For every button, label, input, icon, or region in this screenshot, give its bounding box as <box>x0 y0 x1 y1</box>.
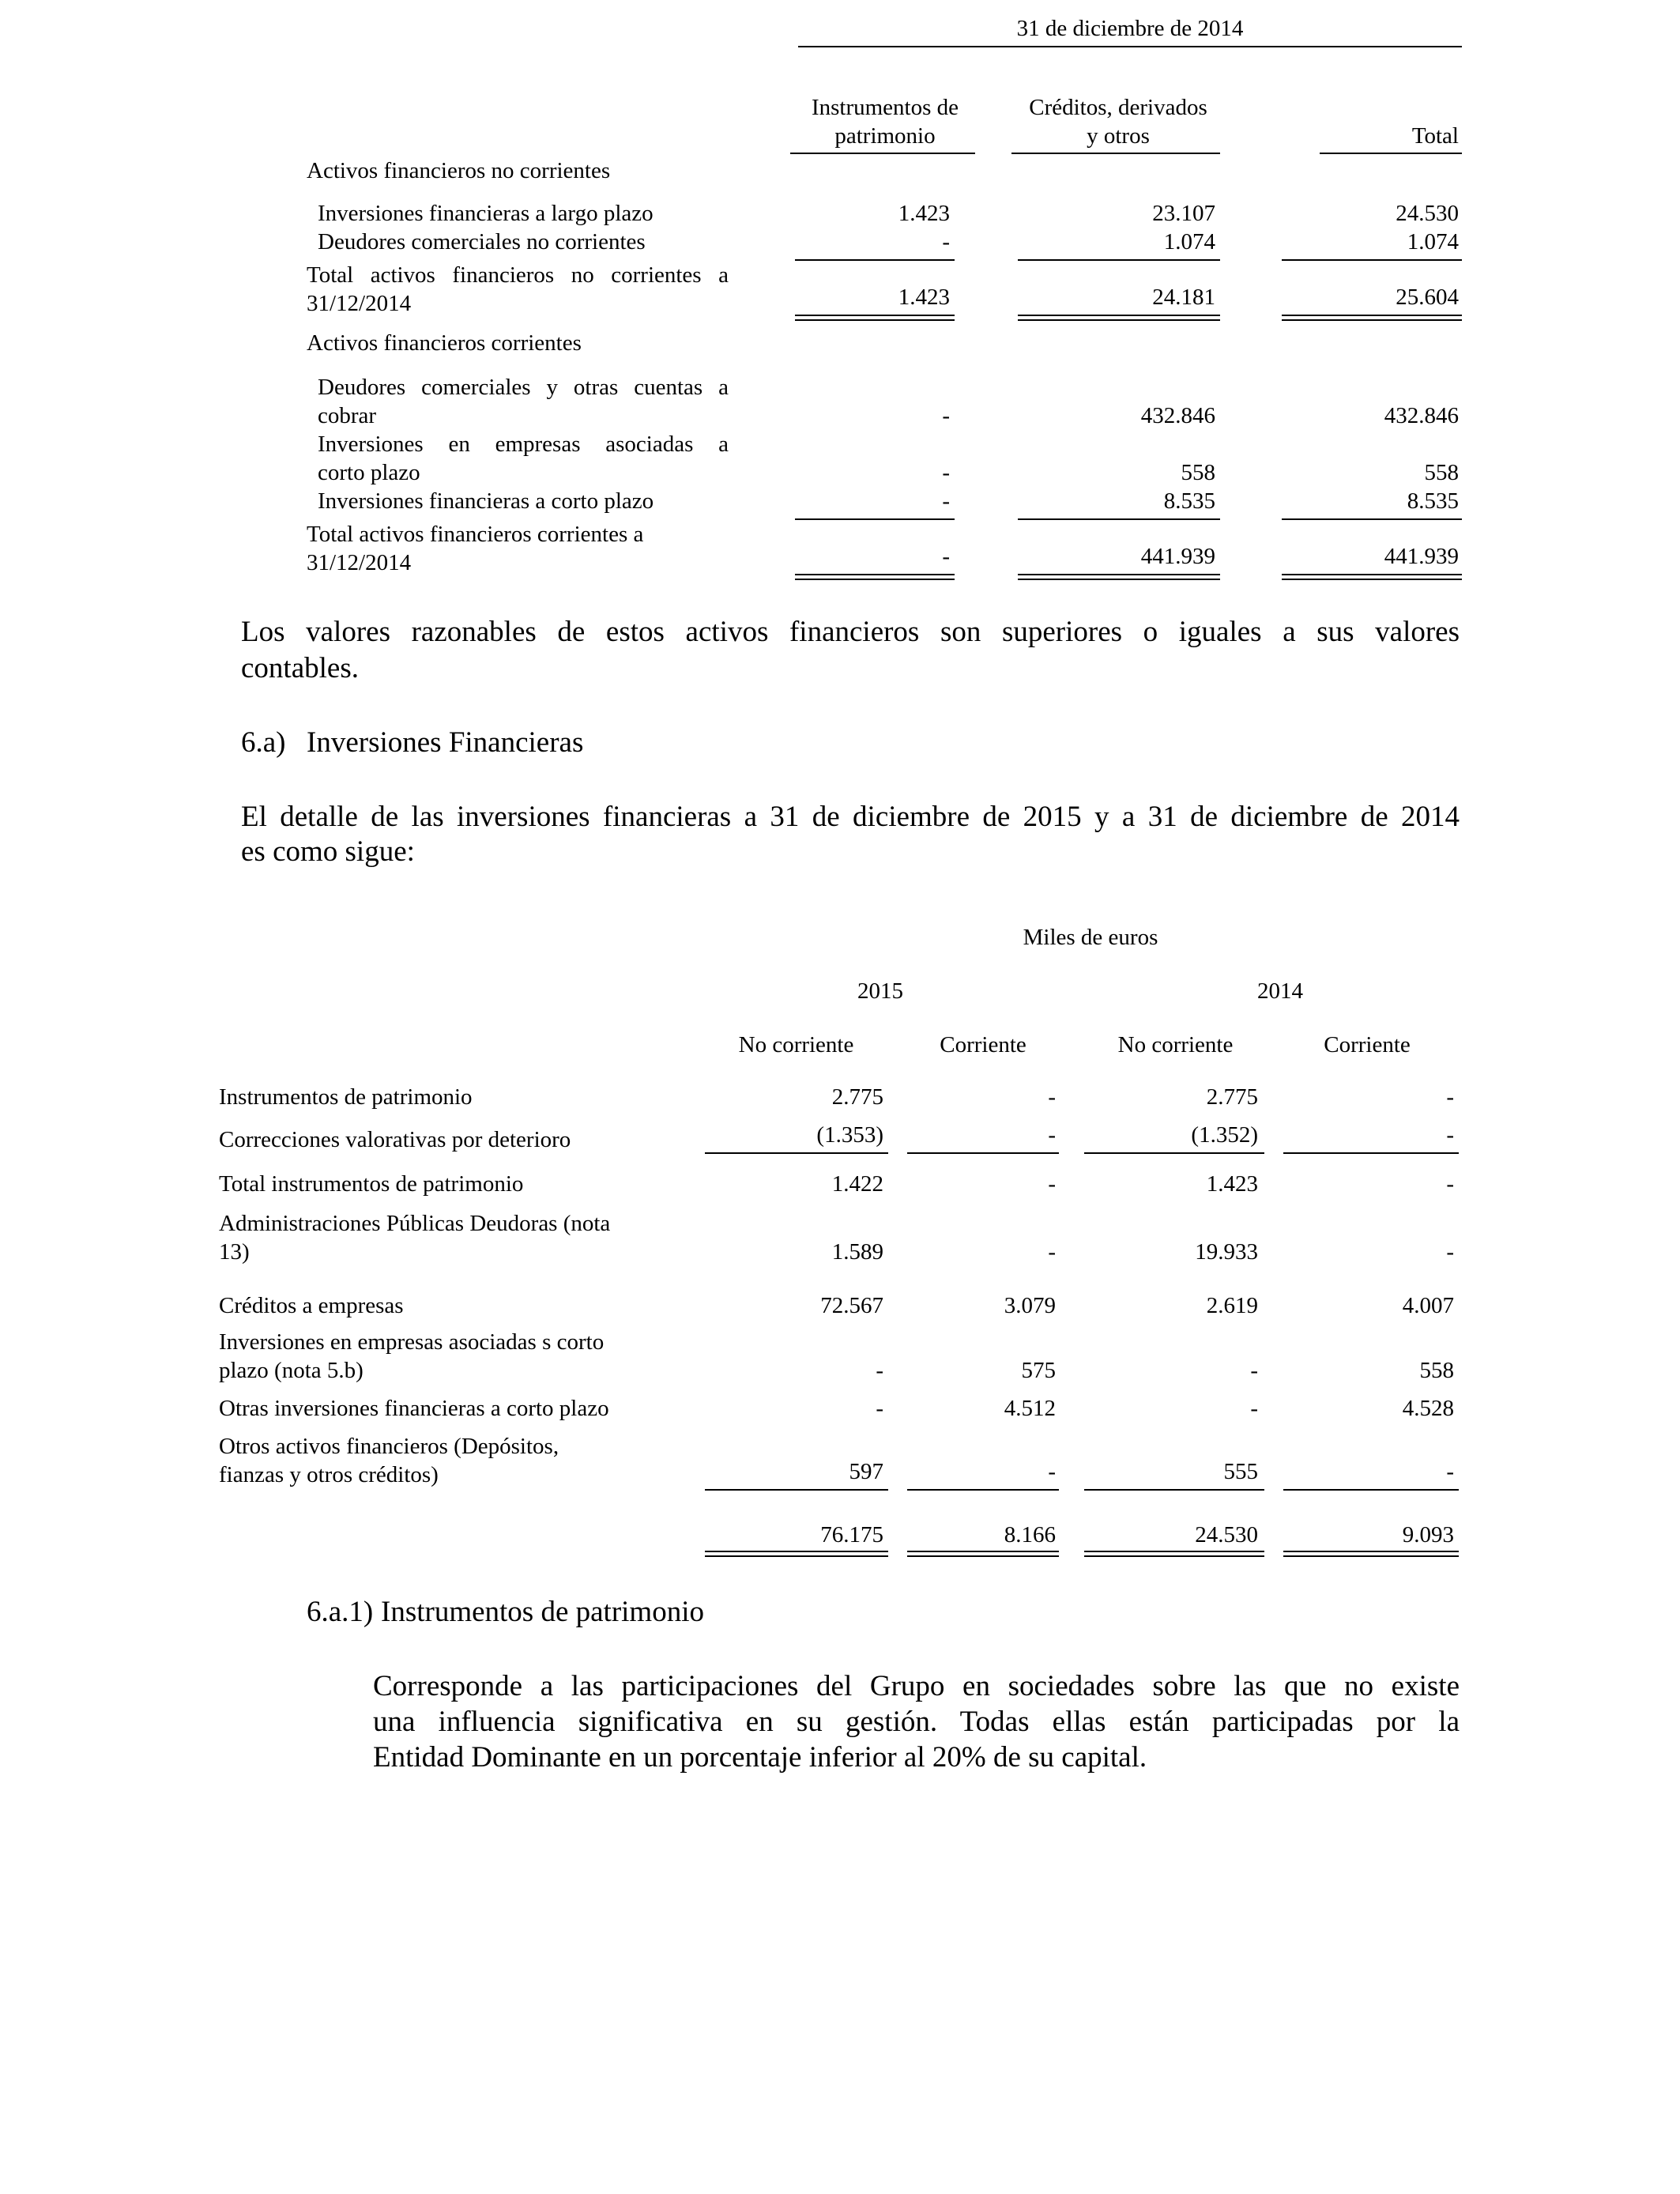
divider <box>907 1489 1059 1491</box>
double-underline <box>1018 574 1220 580</box>
table2-unit: Miles de euros <box>1023 925 1158 950</box>
divider <box>1283 1152 1459 1154</box>
col-header-creditos: Créditos, derivados y otros <box>1029 95 1207 149</box>
divider <box>1282 259 1462 261</box>
divider <box>1282 518 1462 520</box>
double-underline <box>1282 315 1462 321</box>
double-underline <box>1282 574 1462 580</box>
subcol-header: No corriente <box>1117 1032 1234 1057</box>
subcol-header: No corriente <box>738 1032 854 1057</box>
divider <box>705 1489 888 1491</box>
divider <box>1011 153 1220 154</box>
col-header-total: Total <box>1411 123 1459 149</box>
divider <box>1018 518 1220 520</box>
divider <box>1283 1489 1459 1491</box>
year-header: 2015 <box>857 978 903 1004</box>
divider <box>1320 153 1462 154</box>
divider <box>1018 259 1220 261</box>
divider <box>795 518 955 520</box>
double-underline <box>907 1551 1059 1557</box>
divider <box>705 1152 888 1154</box>
section-label-corrientes: Activos financieros corrientes <box>307 330 582 356</box>
double-underline <box>1283 1551 1459 1557</box>
col-header-instrumentos: Instrumentos de patrimonio <box>811 95 959 149</box>
divider <box>1084 1152 1264 1154</box>
divider <box>790 153 975 154</box>
section-label-no-corrientes: Activos financieros no corrientes <box>307 158 611 183</box>
double-underline <box>1084 1551 1264 1557</box>
double-underline <box>795 574 955 580</box>
divider <box>907 1152 1059 1154</box>
double-underline <box>795 315 955 321</box>
subcol-header: Corriente <box>940 1032 1026 1057</box>
double-underline <box>1018 315 1220 321</box>
double-underline <box>705 1551 888 1557</box>
divider <box>1084 1489 1264 1491</box>
table1-period: 31 de diciembre de 2014 <box>1016 16 1244 41</box>
divider <box>795 259 955 261</box>
subcol-header: Corriente <box>1324 1032 1411 1057</box>
year-header: 2014 <box>1257 978 1303 1004</box>
divider <box>798 46 1462 47</box>
